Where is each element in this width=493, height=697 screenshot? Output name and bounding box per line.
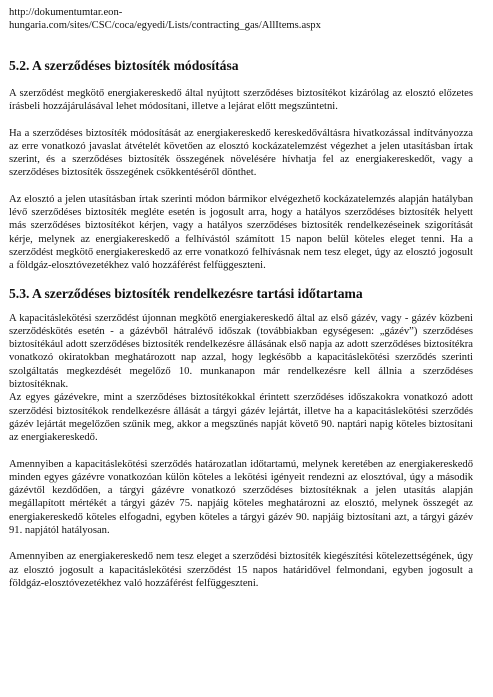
section-5-3-paragraph-3: Amennyiben a kapacitáslekötési szerződés határozatlan időtartamú, melynek keretében az energiakereskedő minden egyes gázévre vonatkozóan külön köteles a lekötési igényeit rendezni az elosztóval, úgy a második gázévtől kezdődően, a tárgyi gázévre vonatkozó szerződéses biztosítéknak a jelen utasítás alapján megállapított mértékét a tárgyi gázév 75. napjáig köteles meghatározni az elosztó, melynek összegét az energiakereskedő köteles elfogadni, egyben köteles a tárgyi gázév 90. napjáig biztosítani azt, a tárgyi gázév 91. napjától hatályosan.: [9, 458, 473, 537]
section-5-3-paragraph-1: A kapacitáslekötési szerződést újonnan megkötő energiakereskedő által az első gázév, vagy - gázév közbeni szerződéskötés esetén - a gázévből hátralévő időszak (továbbiakban egységesen: „gázév”) szerződéses biztosítékául adott szerződéses biztosíték rendelkezésre állásának első napja az adott szerződéses biztosítékra vonatkozó okiratokban meghatározott nap azzal, hogy legkésőbb a kapacitáslekötési szerződés szerinti szolgáltatás megkezdését megelőző 10. munkanapon már rendelkezésre kell állnia a szerződéses biztosítéknak.: [9, 312, 473, 391]
section-title-5-3: 5.3. A szerződéses biztosíték rendelkezésre tartási időtartama: [9, 285, 363, 301]
section-title-5-2: 5.2. A szerződéses biztosíték módosítása: [9, 58, 239, 73]
source-url-line-2: hungaria.com/sites/CSC/coca/egyedi/Lists/contracting_gas/AllItems.aspx: [9, 20, 321, 31]
source-url-line-1: http://dokumentumtar.eon-: [9, 7, 123, 18]
section-5-2-paragraph-1: A szerződést megkötő energiakereskedő által nyújtott szerződéses biztosítékot kizárólag az elosztó előzetes írásbeli hozzájárulásával lehet módosítani, illetve a lejárat előtt megszüntetni.: [9, 88, 473, 113]
section-5-3-paragraph-4: Amennyiben az energiakereskedő nem tesz eleget a szerződési biztosíték kiegészítési kötelezettségének, úgy az elosztó jogosult a kapacitáslekötési szerződést 15 napos határidővel felmondani, egyben jogosult a földgáz-elosztóvezetékhez való hozzáférést felfüggeszteni.: [9, 551, 473, 589]
section-5-3-paragraph-2: Az egyes gázévekre, mint a szerződéses biztosítékokkal érintett szerződéses időszakokra vonatkozó adott szerződési biztosítékok rendelkezésre állását a tárgyi gázév lejártát, illetve ha a kapacitáslekötési szerződés gázév lejártát megelőzően szűnik meg, akkor a megszűnés napját követő 90. naptári napig köteles biztosítani az energiakereskedő.: [9, 392, 473, 444]
section-5-2-paragraph-3: Az elosztó a jelen utasításban írtak szerinti módon bármikor elvégezhető kockázatelemzés alapján hatályban lévő szerződéses biztosíték megléte esetén is jogosult arra, hogy a hatályos szerződéses biztosíték helyett más szerződéses biztosítékot kérjen, vagy a hatályos szerződéses biztosíték rendelkezéseinek szigorítását kérje, melynek az energiakereskedő a felhívástól számított 15 napon belül köteles eleget tenni. Ha a szerződést megkötő energiakereskedő az erre vonatkozó felhívásnak nem tesz eleget, úgy az elosztó jogosult a földgáz-elosztóvezetékhez való hozzáférést felfüggeszteni.: [9, 193, 473, 272]
section-5-2-paragraph-2: Ha a szerződéses biztosíték módosítását az energiakereskedő kereskedőváltásra hivatkozással indítványozza az erre vonatkozó javaslat átvételét követően az elosztó kockázatelemzést végezhet a jelen utasításban írtak szerint, és a szerződéses biztosíték összegének növelésére hívhatja fel az energiakereskedőt, vagy a szerződéses biztosíték összegének csökkentéséről dönthet.: [9, 127, 473, 179]
source-url: [9, 6, 473, 32]
